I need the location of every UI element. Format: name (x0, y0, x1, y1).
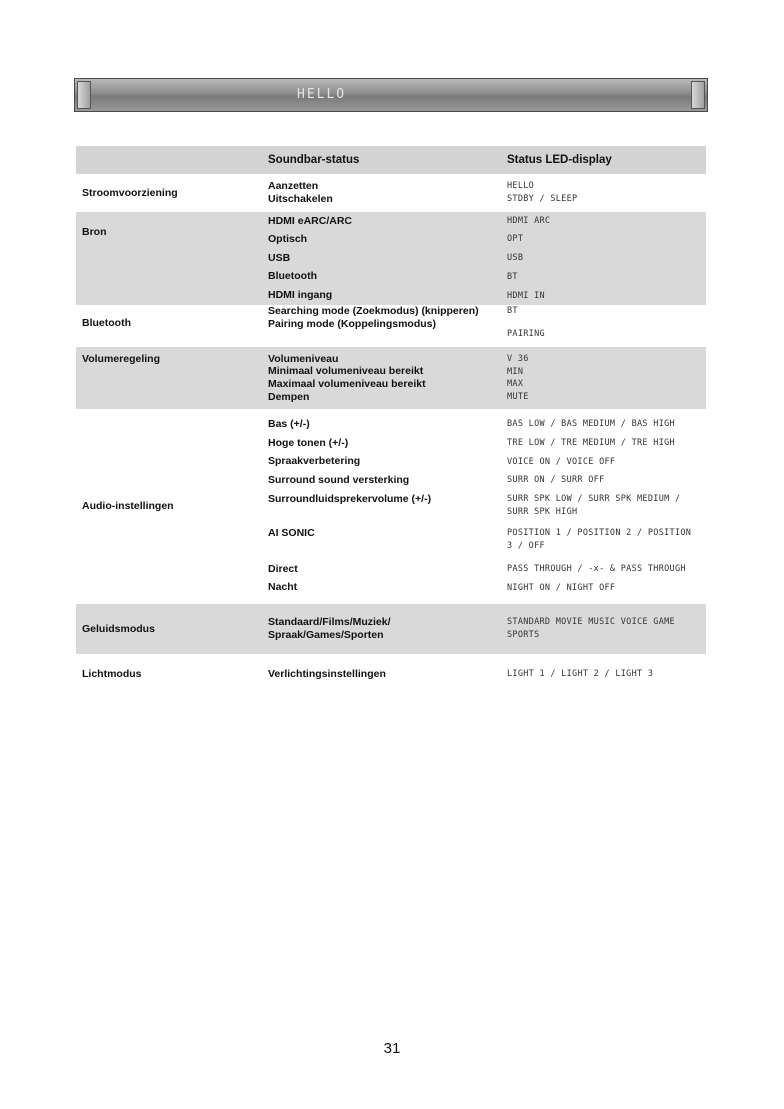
row-led-cell (501, 604, 706, 654)
display-end-cap-right (691, 81, 705, 109)
table-row (76, 180, 706, 206)
status-text: Verlichtingsinstellingen (268, 667, 386, 680)
row-category-source: Bron (76, 212, 262, 306)
led-text: HDMI ARC (507, 215, 551, 226)
status-text: Surroundluidsprekervolume (+/-) (268, 492, 432, 505)
status-text: Maximaal volumeniveau bereikt (268, 377, 426, 390)
led-text: V 36 (507, 353, 529, 364)
row-led-cell (501, 180, 706, 206)
table-header-row (76, 146, 706, 174)
led-text: USB (507, 253, 524, 263)
status-text: Searching mode (Zoekmodus) (knipperen) (268, 305, 479, 318)
led-text: HDMI IN (507, 290, 545, 301)
status-text: AI SONIC (268, 526, 315, 539)
status-text: Minimaal volumeniveau bereikt (268, 365, 424, 378)
row-led-cell (501, 415, 706, 598)
led-text: VOICE ON / VOICE OFF (507, 456, 616, 467)
row-led-cell (501, 347, 706, 409)
led-text: BT (507, 271, 518, 282)
led-text: TRE LOW / TRE MEDIUM / TRE HIGH (507, 437, 675, 448)
status-text: Uitschakelen (268, 192, 333, 205)
row-category-light-mode: Lichtmodus (82, 667, 142, 680)
status-text: Spraakverbetering (268, 455, 361, 468)
led-text: NIGHT ON / NIGHT OFF (507, 582, 616, 593)
table-row (76, 415, 706, 598)
row-category-volume: Volumeregeling (76, 347, 262, 409)
page-number: 31 (383, 1040, 401, 1057)
led-text: SURR SPK LOW / SURR SPK MEDIUM / SURR SPK HIGH (507, 494, 681, 517)
row-led-cell (501, 668, 706, 681)
status-text: Optisch (268, 233, 308, 246)
led-text: BAS LOW / BAS MEDIUM / BAS HIGH (507, 419, 675, 430)
header-led-status: Status LED-display (501, 146, 706, 174)
status-text: Standaard/Films/Muziek/ Spraak/Games/Sporten (268, 616, 391, 641)
row-category-audio: Audio-instellingen (82, 500, 174, 513)
status-text: HDMI eARC/ARC (268, 214, 352, 227)
status-text: Direct (268, 562, 298, 575)
status-text: Dempen (268, 390, 310, 403)
row-category-sound-mode: Geluidsmodus (76, 604, 262, 654)
led-text: PAIRING (507, 329, 545, 339)
row-status-cell (262, 604, 501, 654)
row-status-cell (262, 180, 501, 206)
table-row (76, 668, 706, 681)
display-end-cap-left (77, 81, 91, 109)
row-category-power: Stroomvoorziening (82, 186, 178, 199)
table-row (76, 305, 706, 341)
status-text: Aanzetten (268, 180, 319, 192)
led-text: OPT (507, 234, 524, 245)
row-status-cell (262, 415, 501, 598)
status-text: Hoge tonen (+/-) (268, 436, 349, 449)
led-text: BT (507, 306, 518, 317)
led-text: PASS THROUGH / -x- & PASS THROUGH (507, 564, 686, 575)
led-text: POSITION 1 / POSITION 2 / POSITION 3 / OFF (507, 528, 692, 551)
status-text: Bluetooth (268, 270, 317, 283)
status-text: USB (268, 251, 291, 264)
led-text: MIN (507, 366, 524, 377)
status-text: Surround sound versterking (268, 473, 410, 486)
led-text: STANDARD MOVIE MUSIC VOICE GAME SPORTS (507, 616, 675, 640)
row-category-bluetooth: Bluetooth (82, 317, 131, 329)
row-status-cell (262, 347, 501, 409)
status-text: Pairing mode (Koppelingsmodus) (268, 317, 437, 330)
status-text: Volumeniveau (268, 352, 339, 365)
led-text: STDBY / SLEEP (507, 193, 578, 204)
row-led-cell (501, 305, 706, 341)
table-row (76, 212, 706, 306)
led-text: MUTE (507, 392, 529, 402)
led-text: LIGHT 1 / LIGHT 2 / LIGHT 3 (507, 668, 654, 679)
table-row (76, 347, 706, 409)
status-table (76, 146, 706, 680)
status-text: Bas (+/-) (268, 418, 310, 431)
led-display-text: HELLO (297, 87, 347, 102)
row-status-cell (262, 305, 501, 341)
status-text: HDMI ingang (268, 288, 333, 301)
led-display-illustration (74, 78, 708, 112)
header-soundbar-status: Soundbar-status (262, 146, 501, 174)
header-category (76, 146, 262, 174)
led-text: MAX (507, 379, 524, 390)
status-text: Nacht (268, 581, 298, 594)
led-text: HELLO (507, 181, 535, 191)
led-text: SURR ON / SURR OFF (507, 475, 605, 486)
table-row (76, 604, 706, 654)
row-status-cell (262, 668, 501, 681)
row-led-cell (501, 212, 706, 306)
row-status-cell (262, 212, 501, 306)
